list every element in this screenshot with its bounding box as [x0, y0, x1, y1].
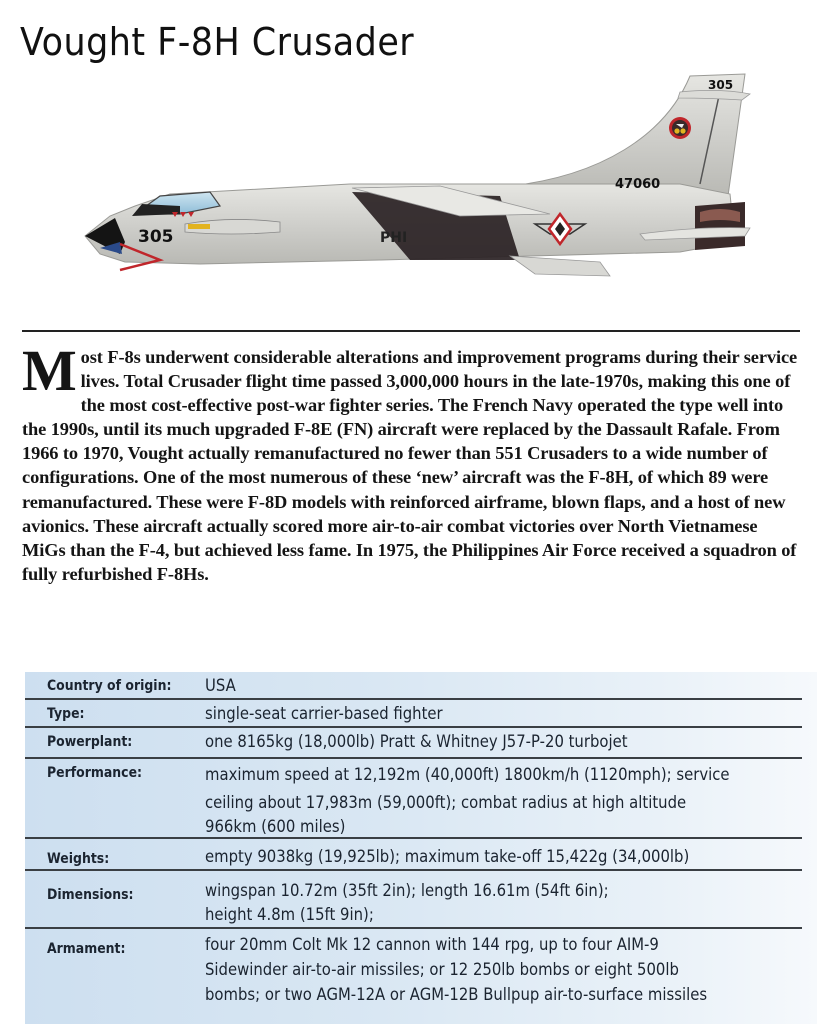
spec-row-armament [25, 929, 802, 1009]
spec-label: Type: [47, 706, 85, 722]
nose-number: 305 [138, 227, 174, 247]
spec-value: wingspan 10.72m (35ft 2in); length 16.61m (54ft 6in); [205, 881, 609, 900]
fuselage-text: PHI [380, 230, 408, 246]
spec-row-type [25, 700, 802, 728]
spec-label: Dimensions: [47, 887, 134, 903]
spec-label: Weights: [47, 851, 110, 867]
spec-value: height 4.8m (15ft 9in); [205, 905, 374, 924]
spec-value: Sidewinder air-to-air missiles; or 12 250lb bombs or eight 500lb [205, 960, 679, 979]
squadron-insignia [669, 117, 691, 139]
spec-label: Powerplant: [47, 734, 133, 750]
spec-row-weights [25, 839, 802, 871]
spec-value: bombs; or two AGM-12A or AGM-12B Bullpup air-to-surface missiles [205, 985, 708, 1004]
spec-value: maximum speed at 12,192m (40,000ft) 1800km/h (1120mph); service [205, 765, 730, 784]
spec-label: Armament: [47, 941, 126, 957]
spec-row-dimensions [25, 871, 802, 929]
spec-value: empty 9038kg (19,925lb); maximum take-off 15,422g (34,000lb) [205, 847, 690, 866]
spec-value: four 20mm Colt Mk 12 cannon with 144 rpg, up to four AIM-9 [205, 935, 659, 954]
tail-serial: 47060 [615, 177, 661, 192]
intro-paragraph [22, 338, 802, 586]
intro-text: ost F-8s underwent considerable alterations and improvement programs during their service lives. Total Crusader flight time passed 3,000,000 hours in the late-1970s, making this one of the most cost-effective post-war fighter series. The French Navy operated the type well into the 1990s, until its much upgraded F-8E (FN) aircraft were replaced by the Dassault Rafale. From 1966 to 1970, Vought actually remanufactured no fewer than 551 Crusaders to a wide number of configurations. One of the most numerous of these ‘new’ aircraft was the F-8H, of which 89 were remanufactured. These were F-8D models with reinforced airframe, blown flaps, and a host of new avionics. These aircraft actually scored more air-to-air combat victories over North Vietnamese MiGs than the F-4, but achieved less fame. In 1975, the Philippines Air Force received a squadron of fully refurbished F-8Hs. [22, 347, 798, 584]
spec-value: ceiling about 17,983m (59,000ft); combat radius at high altitude [205, 793, 687, 812]
spec-row-performance [25, 759, 802, 839]
aircraft-illustration [80, 66, 760, 296]
specifications-panel [25, 672, 817, 1024]
spec-value: one 8165kg (18,000lb) Pratt & Whitney J57-P-20 turbojet [205, 732, 628, 751]
spec-value: 966km (600 miles) [205, 817, 346, 836]
section-divider [22, 330, 800, 332]
spec-row-country [25, 672, 802, 700]
page-title: Vought F-8H Crusader [20, 20, 415, 64]
spec-row-powerplant [25, 728, 802, 759]
drop-cap: M [22, 338, 77, 403]
spec-label: Country of origin: [47, 678, 172, 694]
spec-label: Performance: [47, 765, 143, 781]
tail-number: 305 [708, 78, 734, 92]
spec-value: single-seat carrier-based fighter [205, 704, 443, 723]
spec-value: USA [205, 676, 236, 695]
